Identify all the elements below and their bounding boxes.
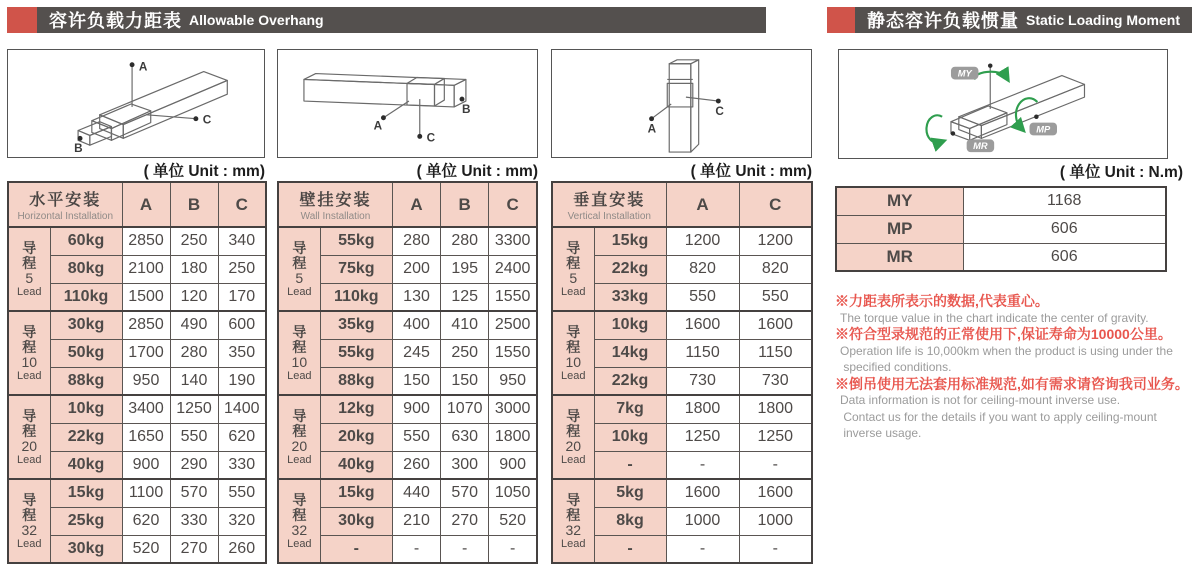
table-row bbox=[836, 215, 1166, 243]
value-cell: 170 bbox=[218, 283, 266, 311]
value-cell: 180 bbox=[170, 255, 218, 283]
point-label-b: B bbox=[74, 142, 83, 156]
load-cell: 15kg bbox=[594, 227, 666, 255]
value-cell: 1600 bbox=[666, 479, 739, 507]
load-cell: 12kg bbox=[320, 395, 392, 423]
value-cell: 270 bbox=[441, 507, 489, 535]
actuator-drawing-moment bbox=[839, 50, 1167, 158]
load-cell: 40kg bbox=[50, 451, 122, 479]
value-cell: 820 bbox=[666, 255, 739, 283]
load-cell: 22kg bbox=[50, 423, 122, 451]
value-cell: 440 bbox=[392, 479, 440, 507]
diagram-vertical-installation bbox=[551, 49, 812, 158]
load-cell: 30kg bbox=[50, 535, 122, 563]
load-cell: - bbox=[594, 451, 666, 479]
table-row bbox=[278, 227, 537, 255]
value-cell: - bbox=[739, 451, 812, 479]
value-cell: 190 bbox=[218, 367, 266, 395]
moment-value: 606 bbox=[963, 215, 1166, 243]
section-header-static-loading-moment bbox=[827, 7, 1192, 33]
lead-cell: 导 程 20 Lead bbox=[278, 395, 320, 479]
load-cell: 5kg bbox=[594, 479, 666, 507]
note-text-zh: ※力距表所表示的数据,代表重心。 bbox=[835, 293, 1049, 309]
load-cell: 75kg bbox=[320, 255, 392, 283]
value-cell: 1800 bbox=[489, 423, 537, 451]
value-cell: 1700 bbox=[122, 339, 170, 367]
value-cell: 550 bbox=[170, 423, 218, 451]
column-header: C bbox=[739, 182, 812, 227]
load-cell: 33kg bbox=[594, 283, 666, 311]
wall-installation-table bbox=[277, 181, 538, 564]
moment-table bbox=[835, 186, 1167, 272]
value-cell: 550 bbox=[666, 283, 739, 311]
load-cell: 60kg bbox=[50, 227, 122, 255]
diagram-horizontal-installation bbox=[7, 49, 265, 158]
value-cell: 1800 bbox=[666, 395, 739, 423]
load-cell: 10kg bbox=[594, 311, 666, 339]
value-cell: 620 bbox=[218, 423, 266, 451]
value-cell: 130 bbox=[392, 283, 440, 311]
lead-cell: 导 程 20 Lead bbox=[552, 395, 594, 479]
actuator-drawing-wall bbox=[278, 50, 537, 157]
header-bar bbox=[855, 7, 1192, 33]
lead-group bbox=[278, 479, 537, 563]
load-cell: - bbox=[320, 535, 392, 563]
point-label-c: C bbox=[426, 131, 436, 145]
value-cell: 270 bbox=[170, 535, 218, 563]
value-cell: 410 bbox=[441, 311, 489, 339]
lead-cell: 导 程 32 Lead bbox=[278, 479, 320, 563]
table-row bbox=[278, 311, 537, 339]
table-title bbox=[8, 182, 122, 227]
value-cell: 550 bbox=[392, 423, 440, 451]
header-title-zh: 容许负载力距表 bbox=[49, 11, 182, 31]
value-cell: 1200 bbox=[739, 227, 812, 255]
actuator-drawing-horizontal bbox=[8, 50, 264, 157]
point-label-c: C bbox=[715, 104, 724, 118]
lead-group bbox=[552, 479, 812, 563]
value-cell: 280 bbox=[392, 227, 440, 255]
note bbox=[835, 293, 1195, 326]
value-cell: 400 bbox=[392, 311, 440, 339]
lead-cell: 导 程 20 Lead bbox=[8, 395, 50, 479]
load-cell: 15kg bbox=[320, 479, 392, 507]
value-cell: 260 bbox=[218, 535, 266, 563]
value-cell: 1250 bbox=[739, 423, 812, 451]
table-title-zh: 壁挂安装 bbox=[299, 192, 372, 209]
header-title-en: Allowable Overhang bbox=[189, 12, 324, 28]
value-cell: 950 bbox=[489, 367, 537, 395]
note bbox=[835, 326, 1195, 376]
spec-table bbox=[277, 181, 538, 564]
diagram-loading-moment bbox=[838, 49, 1168, 159]
value-cell: 1650 bbox=[122, 423, 170, 451]
table-row bbox=[8, 479, 266, 507]
value-cell: 330 bbox=[170, 507, 218, 535]
value-cell: 900 bbox=[122, 451, 170, 479]
value-cell: 730 bbox=[666, 367, 739, 395]
table-row bbox=[8, 227, 266, 255]
value-cell: 520 bbox=[122, 535, 170, 563]
value-cell: 600 bbox=[218, 311, 266, 339]
spec-table bbox=[551, 181, 813, 564]
value-cell: - bbox=[489, 535, 537, 563]
value-cell: 1000 bbox=[739, 507, 812, 535]
lead-group bbox=[8, 479, 266, 563]
table-title-zh: 水平安装 bbox=[29, 192, 102, 209]
load-cell: - bbox=[594, 535, 666, 563]
value-cell: 2850 bbox=[122, 227, 170, 255]
moment-label: MP bbox=[836, 215, 963, 243]
value-cell: 1600 bbox=[739, 479, 812, 507]
lead-group bbox=[552, 227, 812, 311]
value-cell: 250 bbox=[441, 339, 489, 367]
header-title-en: Static Loading Moment bbox=[1026, 12, 1180, 28]
load-cell: 10kg bbox=[594, 423, 666, 451]
table-title bbox=[278, 182, 392, 227]
lead-group bbox=[8, 311, 266, 395]
table-title bbox=[552, 182, 666, 227]
note bbox=[835, 376, 1195, 442]
value-cell: 1000 bbox=[666, 507, 739, 535]
value-cell: 280 bbox=[170, 339, 218, 367]
lead-cell: 导 程 5 Lead bbox=[278, 227, 320, 311]
load-cell: 55kg bbox=[320, 227, 392, 255]
value-cell: 1500 bbox=[122, 283, 170, 311]
table-row bbox=[278, 479, 537, 507]
value-cell: 1400 bbox=[218, 395, 266, 423]
value-cell: - bbox=[666, 535, 739, 563]
load-cell: 22kg bbox=[594, 367, 666, 395]
value-cell: 3400 bbox=[122, 395, 170, 423]
value-cell: 820 bbox=[739, 255, 812, 283]
value-cell: 280 bbox=[441, 227, 489, 255]
point-label-a: A bbox=[373, 119, 383, 133]
column-header: B bbox=[170, 182, 218, 227]
table-row bbox=[552, 311, 812, 339]
value-cell: 900 bbox=[392, 395, 440, 423]
value-cell: 950 bbox=[122, 367, 170, 395]
value-cell: - bbox=[441, 535, 489, 563]
table-title-en: Horizontal Installation bbox=[17, 211, 114, 222]
load-cell: 110kg bbox=[50, 283, 122, 311]
value-cell: 150 bbox=[441, 367, 489, 395]
value-cell: 550 bbox=[218, 479, 266, 507]
load-cell: 7kg bbox=[594, 395, 666, 423]
note-text-en: The torque value in the chart indicate the center of gravity. bbox=[840, 310, 1149, 325]
value-cell: 1600 bbox=[739, 311, 812, 339]
value-cell: 1150 bbox=[666, 339, 739, 367]
value-cell: 150 bbox=[392, 367, 440, 395]
load-cell: 50kg bbox=[50, 339, 122, 367]
point-label-a: A bbox=[138, 60, 148, 74]
load-cell: 14kg bbox=[594, 339, 666, 367]
column-header: A bbox=[666, 182, 739, 227]
vertical-installation-table bbox=[551, 181, 812, 564]
value-cell: 550 bbox=[739, 283, 812, 311]
load-cell: 30kg bbox=[50, 311, 122, 339]
value-cell: 140 bbox=[170, 367, 218, 395]
note-text-en: Contact us for the details if you want to apply ceiling-mount bbox=[840, 409, 1157, 424]
note-text-en: inverse usage. bbox=[840, 426, 922, 440]
table-row bbox=[836, 243, 1166, 271]
table-title-en: Wall Installation bbox=[300, 211, 371, 222]
value-cell: 1800 bbox=[739, 395, 812, 423]
moment-value: 1168 bbox=[963, 187, 1166, 215]
value-cell: 250 bbox=[218, 255, 266, 283]
value-cell: 3300 bbox=[489, 227, 537, 255]
note-text-en: specified conditions. bbox=[840, 360, 952, 374]
lead-group bbox=[552, 311, 812, 395]
load-cell: 110kg bbox=[320, 283, 392, 311]
load-cell: 88kg bbox=[50, 367, 122, 395]
lead-cell: 导 程 10 Lead bbox=[8, 311, 50, 395]
unit-label-mm: ( 单位 Unit : mm) bbox=[143, 163, 265, 180]
table-title-en: Vertical Installation bbox=[567, 211, 651, 222]
value-cell: 2100 bbox=[122, 255, 170, 283]
lead-group bbox=[278, 311, 537, 395]
value-cell: 245 bbox=[392, 339, 440, 367]
value-cell: 350 bbox=[218, 339, 266, 367]
load-cell: 20kg bbox=[320, 423, 392, 451]
column-header: A bbox=[392, 182, 440, 227]
value-cell: 340 bbox=[218, 227, 266, 255]
table-row bbox=[552, 395, 812, 423]
column-header: B bbox=[441, 182, 489, 227]
value-cell: 1550 bbox=[489, 283, 537, 311]
value-cell: 120 bbox=[170, 283, 218, 311]
value-cell: 195 bbox=[441, 255, 489, 283]
load-cell: 88kg bbox=[320, 367, 392, 395]
note-text-zh: ※倒吊使用无法套用标准规范,如有需求请咨询我司业务。 bbox=[835, 375, 1189, 392]
moment-label-mr: MR bbox=[973, 141, 988, 152]
column-header: C bbox=[489, 182, 537, 227]
load-cell: 30kg bbox=[320, 507, 392, 535]
value-cell: 1100 bbox=[122, 479, 170, 507]
point-label-c: C bbox=[202, 113, 212, 127]
value-cell: 520 bbox=[489, 507, 537, 535]
value-cell: 1250 bbox=[666, 423, 739, 451]
header-bar bbox=[37, 7, 766, 33]
header-title-zh: 静态容许负载惯量 bbox=[867, 11, 1019, 31]
moment-label: MY bbox=[836, 187, 963, 215]
value-cell: 2400 bbox=[489, 255, 537, 283]
value-cell: 290 bbox=[170, 451, 218, 479]
lead-cell: 导 程 10 Lead bbox=[552, 311, 594, 395]
unit-label-mm: ( 单位 Unit : mm) bbox=[416, 163, 538, 180]
value-cell: 570 bbox=[170, 479, 218, 507]
load-cell: 35kg bbox=[320, 311, 392, 339]
moment-label-mp: MP bbox=[1036, 124, 1051, 135]
value-cell: 3000 bbox=[489, 395, 537, 423]
actuator-drawing-vertical bbox=[552, 50, 811, 157]
value-cell: 570 bbox=[441, 479, 489, 507]
load-cell: 25kg bbox=[50, 507, 122, 535]
section-header-allowable-overhang bbox=[7, 7, 766, 33]
value-cell: 490 bbox=[170, 311, 218, 339]
value-cell: 1200 bbox=[666, 227, 739, 255]
load-cell: 80kg bbox=[50, 255, 122, 283]
table-row bbox=[552, 227, 812, 255]
unit-label-mm: ( 单位 Unit : mm) bbox=[690, 163, 812, 180]
value-cell: 320 bbox=[218, 507, 266, 535]
value-cell: - bbox=[666, 451, 739, 479]
value-cell: 1150 bbox=[739, 339, 812, 367]
value-cell: 200 bbox=[392, 255, 440, 283]
point-label-a: A bbox=[647, 122, 657, 136]
lead-group bbox=[278, 227, 537, 311]
load-cell: 8kg bbox=[594, 507, 666, 535]
value-cell: 1050 bbox=[489, 479, 537, 507]
value-cell: - bbox=[392, 535, 440, 563]
load-cell: 22kg bbox=[594, 255, 666, 283]
lead-cell: 导 程 10 Lead bbox=[278, 311, 320, 395]
table-title-zh: 垂直安装 bbox=[573, 192, 646, 209]
accent-square bbox=[827, 7, 855, 33]
value-cell: 620 bbox=[122, 507, 170, 535]
moment-label: MR bbox=[836, 243, 963, 271]
moment-value: 606 bbox=[963, 243, 1166, 271]
notes-block bbox=[835, 293, 1195, 442]
lead-group bbox=[278, 395, 537, 479]
lead-cell: 导 程 32 Lead bbox=[552, 479, 594, 563]
table-row bbox=[836, 187, 1166, 215]
value-cell: 330 bbox=[218, 451, 266, 479]
note-text-en: Operation life is 10,000km when the product is using under the bbox=[840, 343, 1173, 358]
value-cell: 210 bbox=[392, 507, 440, 535]
lead-group bbox=[552, 395, 812, 479]
table-row bbox=[8, 311, 266, 339]
unit-label-nm: ( 单位 Unit : N.m) bbox=[1059, 164, 1183, 181]
value-cell: 1250 bbox=[170, 395, 218, 423]
point-label-b: B bbox=[461, 102, 471, 116]
value-cell: 630 bbox=[441, 423, 489, 451]
column-header: C bbox=[218, 182, 266, 227]
lead-cell: 导 程 32 Lead bbox=[8, 479, 50, 563]
value-cell: 2850 bbox=[122, 311, 170, 339]
load-cell: 15kg bbox=[50, 479, 122, 507]
value-cell: 2500 bbox=[489, 311, 537, 339]
value-cell: 250 bbox=[170, 227, 218, 255]
load-cell: 40kg bbox=[320, 451, 392, 479]
lead-group bbox=[8, 395, 266, 479]
table-row bbox=[552, 479, 812, 507]
value-cell: 900 bbox=[489, 451, 537, 479]
lead-group bbox=[8, 227, 266, 311]
column-header: A bbox=[122, 182, 170, 227]
lead-cell: 导 程 5 Lead bbox=[8, 227, 50, 311]
note-text-en: Data information is not for ceiling-mount inverse use. bbox=[840, 393, 1121, 407]
load-cell: 55kg bbox=[320, 339, 392, 367]
note-text-zh: ※符合型录规范的正常使用下,保证寿命为10000公里。 bbox=[835, 326, 1172, 342]
value-cell: 730 bbox=[739, 367, 812, 395]
moment-label-my: MY bbox=[957, 68, 972, 79]
value-cell: 1070 bbox=[441, 395, 489, 423]
diagram-wall-installation bbox=[277, 49, 538, 158]
value-cell: 260 bbox=[392, 451, 440, 479]
value-cell: - bbox=[739, 535, 812, 563]
value-cell: 1550 bbox=[489, 339, 537, 367]
table-row bbox=[278, 395, 537, 423]
spec-table bbox=[7, 181, 267, 564]
value-cell: 125 bbox=[441, 283, 489, 311]
horizontal-installation-table bbox=[7, 181, 265, 564]
value-cell: 300 bbox=[441, 451, 489, 479]
lead-cell: 导 程 5 Lead bbox=[552, 227, 594, 311]
table-row bbox=[8, 395, 266, 423]
accent-square bbox=[7, 7, 37, 33]
load-cell: 10kg bbox=[50, 395, 122, 423]
value-cell: 1600 bbox=[666, 311, 739, 339]
